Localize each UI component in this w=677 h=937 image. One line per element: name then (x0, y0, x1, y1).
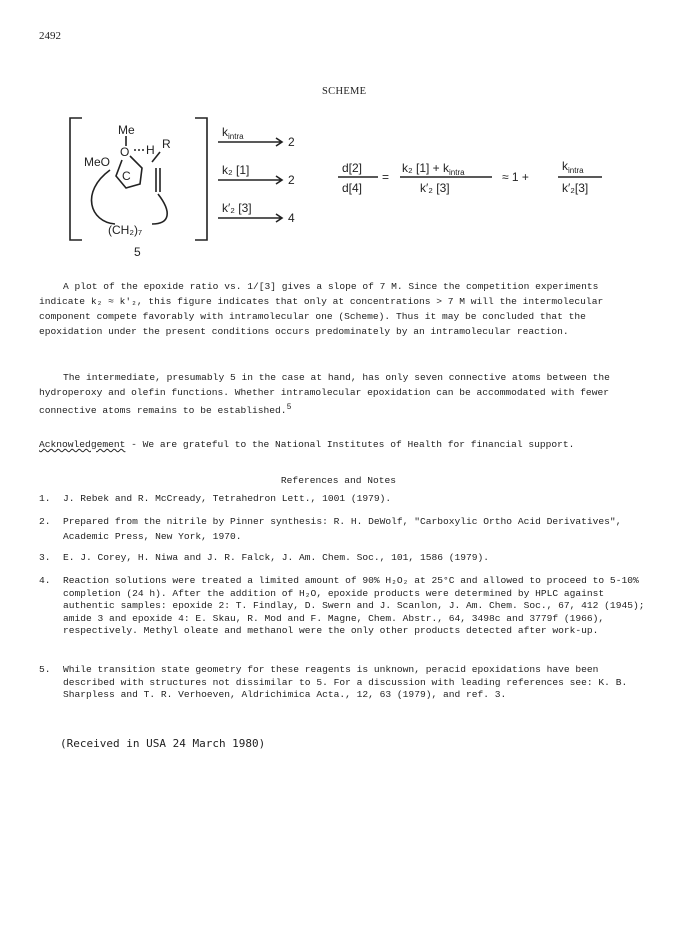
reference-2: 2. Prepared from the nitrile by Pinner synthesis: R. H. DeWolf, "Carboxylic Ortho Acid Derivatives", Academic Press, New York, 1970. (39, 516, 622, 542)
received-date: (Received in USA 24 March 1980) (60, 737, 266, 750)
right-bracket (195, 118, 207, 240)
c-label: C (122, 169, 131, 183)
reference-5: 5. While transition state geometry for these reagents is unknown, peracid epoxidations have been described with structures not dissimilar to 5. For a discussion with leading references see: K. B. Sharpless and T. R. Verhoeven, Aldrichimica Acta., 12, 63 (1979), and ref. 3. (39, 664, 628, 701)
references-title: References and Notes (280, 475, 397, 486)
ack-label: Acknowledgement (39, 439, 126, 450)
left-bracket (70, 118, 82, 240)
eq-equals: = (382, 170, 390, 184)
eq-mid-den: k′₂ [3] (420, 181, 450, 195)
page-number: 2492 (39, 30, 61, 42)
chain-left (91, 170, 115, 224)
reference-1: 1. J. Rebek and R. McCready, Tetrahedron Lett., 1001 (1979). (39, 493, 392, 504)
r-label: R (162, 137, 171, 151)
scheme-title: SCHEME (322, 86, 367, 97)
path2-rate: k₂ [1] (222, 163, 250, 177)
body-paragraph-2: The intermediate, presumably 5 in the case at hand, has only seven connective atoms between the hydroperoxy and olefin functions. Whether intramolecular epoxidation can be accommodated with fewer connective atoms remains to be established.$^5$ (39, 372, 610, 417)
ack-text: - We are grateful to the National Institutes of Health for financial support. (125, 439, 575, 450)
arrow-3 (218, 214, 282, 222)
o-label: O (120, 145, 130, 159)
eq-approx: ≈ 1 + (502, 170, 529, 184)
chain-right (152, 194, 167, 224)
olefin-double-bond (156, 168, 160, 192)
h-label: H (146, 143, 155, 157)
path1-rate: $k_{intra}$ (222, 125, 244, 141)
meo-label: MeO (84, 155, 111, 169)
path3-rate: k′₂ [3] (222, 201, 252, 215)
eq-lhs-den: d[4] (342, 181, 363, 195)
me-label: Me (118, 123, 135, 137)
acknowledgement (39, 437, 639, 452)
eq-mid-num: k₂ $[1] + k_{intra}$ (402, 161, 465, 177)
body-paragraph-1: A plot of the epoxide ratio vs. 1/[3] gives a slope of 7 M. Since the competition experiments indicate k₂ ≈ k′₂, this figure indicates that only at concentrations > 7 M will the intermolecular component compete favorably with intramolecular one (Scheme). Thus it may be concluded that the epoxidation under the present conditions occurs predominately by an intramolecular reaction. (39, 281, 604, 337)
reference-3: 3. E. J. Corey, H. Niwa and J. R. Falck, J. Am. Chem. Soc., 101, 1586 (1979). (39, 552, 490, 563)
chain-label: (CH₂)₇ (108, 223, 143, 237)
reaction-scheme (60, 112, 660, 262)
footnote-5-marker: 5 (286, 403, 292, 412)
eq-rhs-den: k′₂[3] (562, 181, 589, 195)
path2-product: 2 (288, 173, 295, 187)
eq-rhs-num: $k_{intra}$ (562, 159, 584, 175)
path1-product: 2 (288, 135, 295, 149)
path3-product: 4 (288, 211, 295, 225)
reference-4: 4. Reaction solutions were treated a limited amount of 90% H₂O₂ at 25°C and allowed to proceed to 5-10% completion (24 h). After the addition of H₂O, epoxide products were determined by HPLC against authentic samples: epoxide 2: T. Findlay, D. Swern and J. Scanlon, J. Am. Chem. Soc., 67, 412 (1945); amide 3 and epoxide 4: E. Skau, R. Mod and F. Magne, Chem. Abstr., 64, 3498c and 3779f (1966), respectively. Methyl oleate and methanol were the only other products detected after work-up. (39, 575, 645, 637)
arrow-2 (218, 176, 282, 184)
eq-lhs-num: d[2] (342, 161, 363, 175)
compound-5-label: 5 (134, 245, 141, 259)
